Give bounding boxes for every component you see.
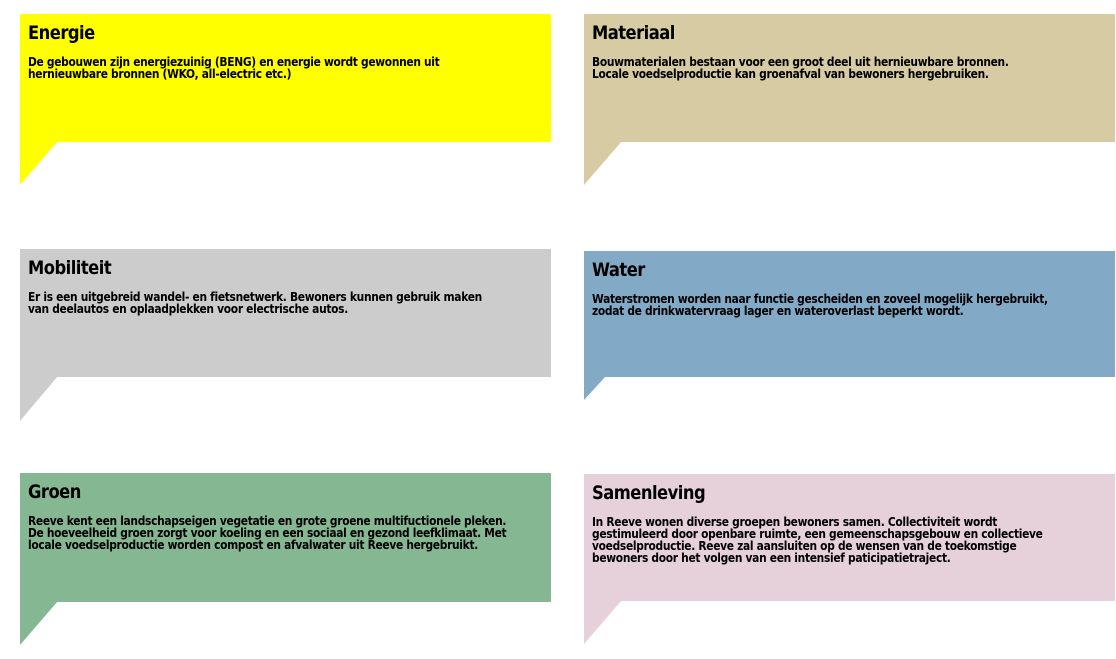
callout-samenleving-line: In Reeve wonen diverse groepen bewoners samen. Collectiviteit wordt bbox=[592, 514, 998, 529]
callout-samenleving-box bbox=[584, 474, 1115, 601]
callout-water-body bbox=[592, 293, 1108, 317]
callout-samenleving bbox=[584, 474, 1115, 646]
callout-materiaal-box bbox=[584, 14, 1115, 142]
callout-water-line: zodat de drinkwatervraag lager en wateroverlast beperkt wordt. bbox=[592, 303, 964, 318]
callout-groen-title: Groen bbox=[28, 481, 81, 503]
callout-samenleving-body bbox=[592, 516, 1108, 564]
callout-samenleving-tail bbox=[584, 600, 624, 646]
callout-samenleving-line: gestimuleerd door openbare ruimte, een gemeenschapsgebouw en collectieve bbox=[592, 526, 1043, 541]
callout-energie-box bbox=[20, 14, 551, 142]
callout-water-line: Waterstromen worden naar functie gescheiden en zoveel mogelijk hergebruikt, bbox=[592, 291, 1048, 306]
callout-groen-line: locale voedselproductie worden compost en afvalwater uit Reeve hergebruikt. bbox=[28, 537, 478, 552]
callout-water bbox=[584, 251, 1115, 401]
callout-groen-line: Reeve kent een landschapseigen vegetatie en grote groene multifuctionele pleken. bbox=[28, 513, 507, 528]
callout-samenleving-line: bewoners door het volgen van een intensief paticipatietraject. bbox=[592, 550, 951, 565]
callout-mobiliteit-box bbox=[20, 249, 551, 377]
callout-energie-line: De gebouwen zijn energiezuinig (BENG) en energie wordt gewonnen uit bbox=[28, 54, 440, 69]
callout-water-box bbox=[584, 251, 1115, 377]
callout-mobiliteit-line: Er is een uitgebreid wandel- en fietsnetwerk. Bewoners kunnen gebruik maken bbox=[28, 289, 482, 304]
callout-groen-box bbox=[20, 473, 551, 602]
callout-materiaal-title: Materiaal bbox=[592, 22, 675, 44]
callout-mobiliteit-tail bbox=[20, 376, 60, 422]
callout-materiaal-line: Locale voedselproductie kan groenafval van bewoners hergebruiken. bbox=[592, 66, 989, 81]
callout-groen-line: De hoeveelheid groen zorgt voor koeling en een sociaal en gezond leefklimaat. Met bbox=[28, 525, 507, 540]
callout-energie bbox=[20, 14, 551, 186]
callout-water-tail bbox=[584, 376, 608, 402]
callout-water-title: Water bbox=[592, 259, 645, 281]
callout-energie-title: Energie bbox=[28, 22, 95, 44]
callout-materiaal-body bbox=[592, 56, 1108, 80]
callout-materiaal-line: Bouwmaterialen bestaan voor een groot deel uit hernieuwbare bronnen. bbox=[592, 54, 1009, 69]
callout-energie-body bbox=[28, 56, 544, 80]
callout-mobiliteit-body bbox=[28, 291, 544, 315]
callout-samenleving-title: Samenleving bbox=[592, 482, 706, 504]
callout-groen-tail bbox=[20, 601, 60, 647]
callout-energie-line: hernieuwbare bronnen (WKO, all-electric etc.) bbox=[28, 66, 292, 81]
callout-groen-body bbox=[28, 515, 544, 551]
callout-samenleving-line: voedselproductie. Reeve zal aansluiten op de wensen van de toekomstige bbox=[592, 538, 1017, 553]
callout-materiaal bbox=[584, 14, 1115, 186]
callout-energie-tail bbox=[20, 141, 60, 187]
callout-mobiliteit bbox=[20, 249, 551, 422]
callout-mobiliteit-title: Mobiliteit bbox=[28, 257, 112, 279]
callout-mobiliteit-line: van deelautos en oplaadplekken voor electrische autos. bbox=[28, 301, 348, 316]
callout-materiaal-tail bbox=[584, 141, 624, 187]
callout-groen bbox=[20, 473, 551, 645]
